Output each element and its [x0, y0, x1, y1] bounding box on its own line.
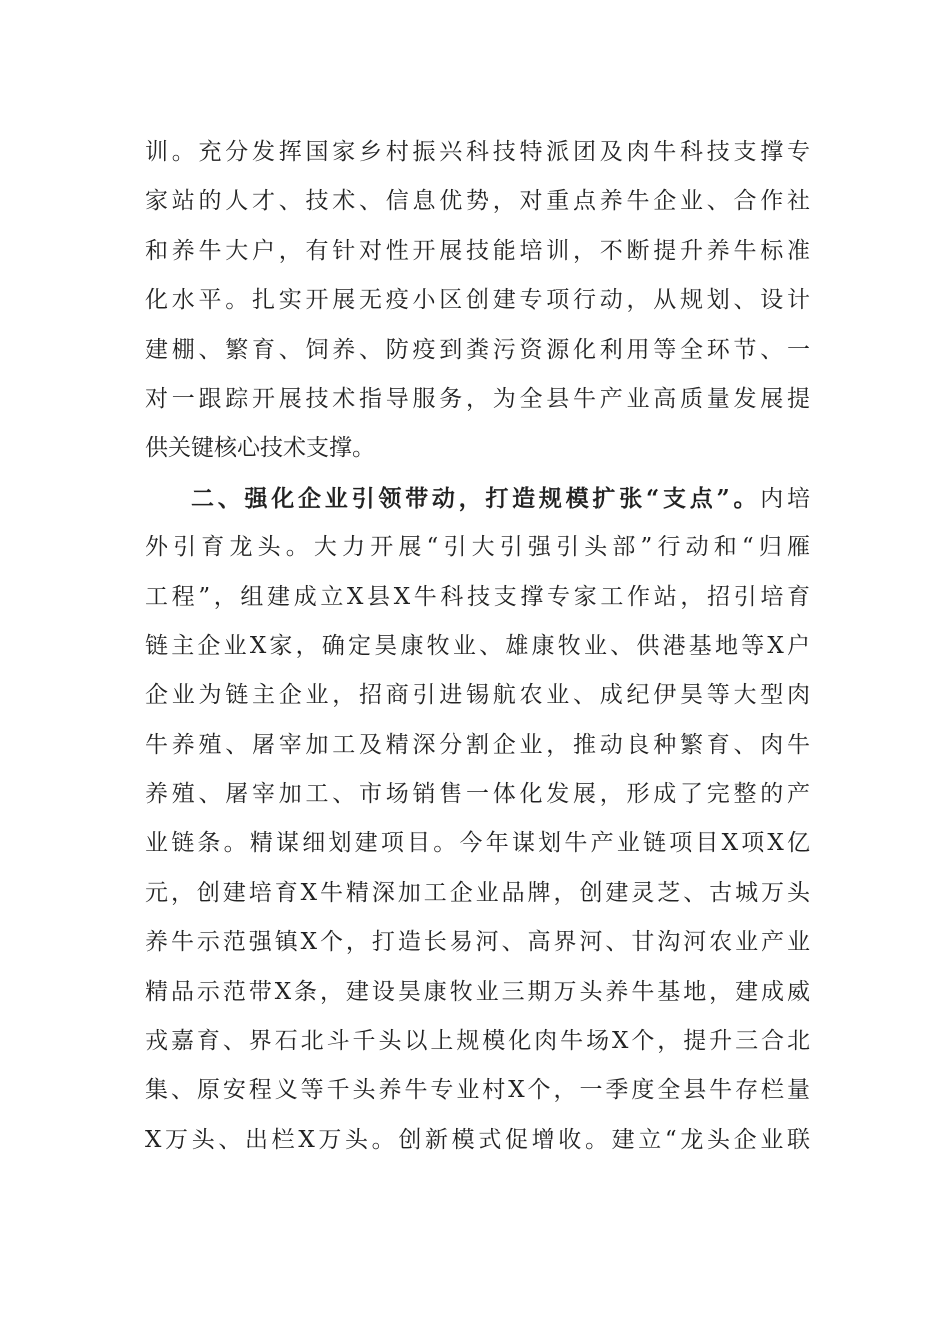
paragraph-2-line: 元，创建培育X牛精深加工企业品牌，创建灵芝、古城万头: [145, 879, 810, 906]
paragraph-1-line: 和养牛大户，有针对性开展技能培训，不断提升养牛标准: [145, 237, 810, 264]
section-heading: 二、强化企业引领带动，打造规模扩张“支点”。: [191, 484, 761, 512]
paragraph-2-line: 链主企业X家，确定昊康牧业、雄康牧业、供港基地等X户: [145, 632, 810, 659]
paragraph-2-line: 精品示范带X条，建设昊康牧业三期万头养牛基地，建成威: [145, 978, 810, 1005]
paragraph-2-first-line-rest: 内培: [760, 485, 810, 512]
paragraph-1-line: 化水平。扎实开展无疫小区创建专项行动，从规划、设计: [145, 287, 810, 314]
paragraph-2-line: 外引育龙头。大力开展“引大引强引头部”行动和“归雁: [145, 534, 810, 561]
body-text: [145, 128, 810, 1165]
paragraph-2-line: 业链条。精谋细划建项目。今年谋划牛产业链项目X项X亿: [145, 830, 810, 857]
paragraph-2-line: X万头、出栏X万头。创新模式促增收。建立“龙头企业联: [145, 1126, 810, 1153]
paragraph-2-line: 养牛示范强镇X个，打造长易河、高界河、甘沟河农业产业: [145, 929, 810, 956]
paragraph-2-line: 牛养殖、屠宰加工及精深分割企业，推动良种繁育、肉牛: [145, 731, 810, 758]
paragraph-1-line: 训。充分发挥国家乡村振兴科技特派团及肉牛科技支撑专: [145, 139, 810, 165]
paragraph-1-line: 供关键核心技术支撑。: [145, 435, 375, 462]
paragraph-2-first-line: [145, 474, 810, 523]
paragraph-2-line: 戎嘉育、界石北斗千头以上规模化肉牛场X个，提升三合北: [145, 1028, 810, 1055]
paragraph-1-line: 建棚、繁育、饲养、防疫到粪污资源化利用等全环节、一: [145, 336, 810, 363]
paragraph-1-line: 对一跟踪开展技术指导服务，为全县牛产业高质量发展提: [145, 385, 810, 412]
paragraph-2-line: 养殖、屠宰加工、市场销售一体化发展，形成了完整的产: [145, 781, 810, 808]
paragraph-2-line: 工程”，组建成立X县X牛科技支撑专家工作站，招引培育: [145, 583, 810, 610]
paragraph-2-line: 企业为链主企业，招商引进锡航农业、成纪伊昊等大型肉: [145, 682, 810, 709]
paragraph-1-line: 家站的人才、技术、信息优势，对重点养牛企业、合作社: [145, 188, 810, 215]
paragraph-2-line: 集、原安程义等千头养牛专业村X个，一季度全县牛存栏量: [145, 1077, 810, 1104]
